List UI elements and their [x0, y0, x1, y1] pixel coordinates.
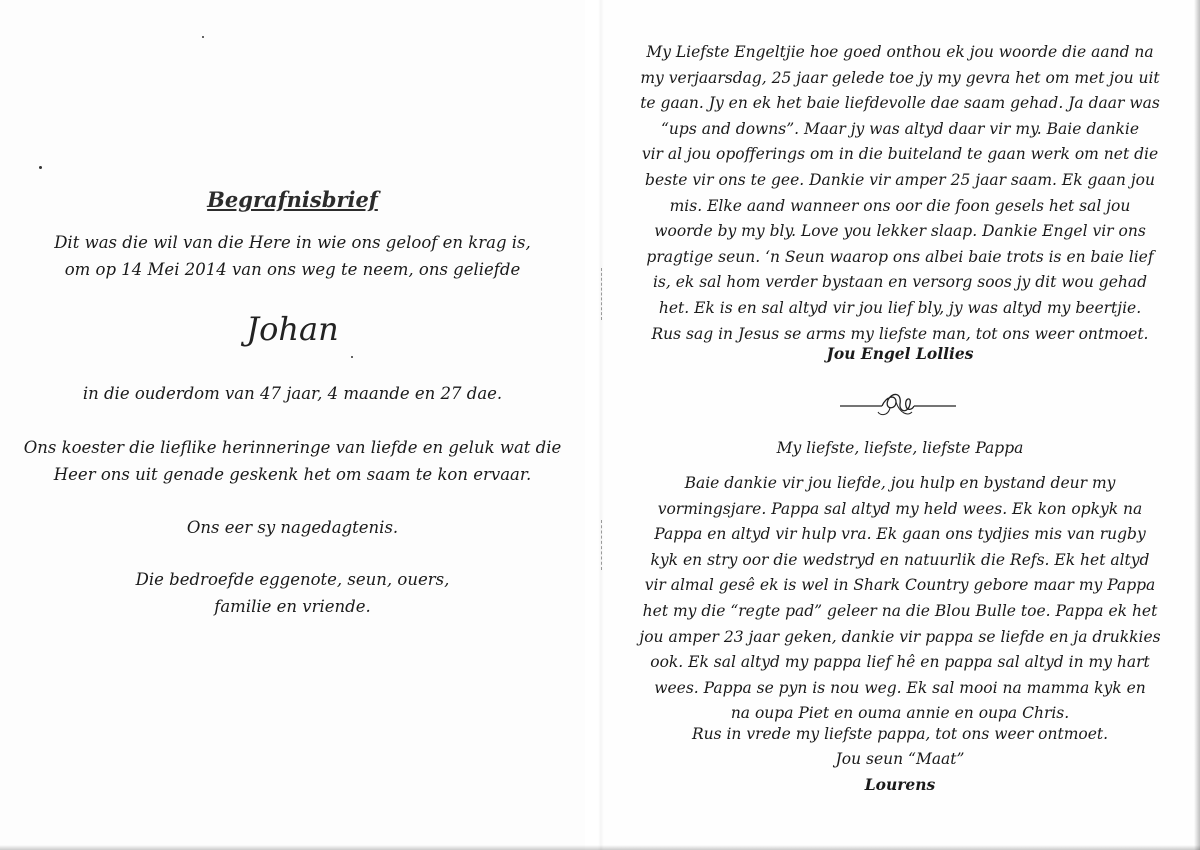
- page-edge-shadow: [1194, 0, 1200, 850]
- page-title: Begrafnisbrief: [207, 187, 378, 212]
- letter-line: Baie dankie vir jou liefde, jou hulp en bystand deur my: [684, 474, 1116, 492]
- memories-line: Ons koester die lieflike herinneringe van liefde en geluk wat die: [23, 438, 562, 457]
- fold-mark: [601, 268, 604, 320]
- letter-line: “ups and downs”. Maar jy was altyd daar vir my. Baie dankie: [660, 119, 1140, 138]
- mourners-line: familie en vriende.: [214, 597, 371, 616]
- intro-line: Dit was die wil van die Here in wie ons geloof en krag is,: [54, 233, 531, 252]
- letter-line: beste vir ons te gee. Dankie vir amper 25 jaar saam. Ek gaan jou: [645, 170, 1155, 189]
- mourners-line: Die bedroefde eggenote, seun, ouers,: [135, 570, 450, 589]
- son-signature: Lourens: [864, 775, 936, 794]
- letter-line: na oupa Piet en ouma annie en oupa Chris.: [730, 704, 1070, 723]
- wife-letter: [630, 40, 1170, 347]
- page-bottom-shadow: [0, 845, 1200, 850]
- flourish-ornament-icon: [838, 386, 958, 420]
- remembrance-line: Ons eer sy nagedagtenis.: [186, 518, 399, 537]
- letter-line: Rus sag in Jesus se arms my liefste man, tot ons weer ontmoet.: [651, 324, 1149, 343]
- letter-line: te gaan. Jy en ek het baie liefdevolle dae saam gehad. Ja daar was: [640, 94, 1160, 113]
- intro-line: om op 14 Mei 2014 van ons weg te neem, ons geliefde: [64, 260, 521, 279]
- letter-line: het my die “regte pad” geleer na die Blou Bulle toe. Pappa ek het: [642, 601, 1158, 620]
- letter-line: My Liefste Engeltjie hoe goed onthou ek jou woorde die aand na: [646, 43, 1154, 61]
- letter-line: het. Ek is en sal altyd vir jou lief bly, jy was altyd my beertjie.: [658, 298, 1142, 317]
- letter-line: woorde by my bly. Love you lekker slaap. Dankie Engel vir ons: [654, 222, 1146, 241]
- deceased-name: Johan: [246, 310, 339, 348]
- son-closing: Rus in vrede my liefste pappa, tot ons weer ontmoet.: [691, 725, 1109, 743]
- letter-line: Pappa en altyd vir hulp vra. Ek gaan ons tydjies mis van rugby: [654, 525, 1146, 544]
- letter-line: mis. Elke aand wanneer ons oor die foon gesels het sal jou: [669, 196, 1131, 215]
- son-letter-title: My liefste, liefste, liefste Pappa: [776, 439, 1024, 457]
- letter-line: vir almal gesê ek is wel in Shark Country gebore maar my Pappa: [644, 576, 1156, 595]
- letter-line: wees. Pappa se pyn is nou weg. Ek sal mooi na mamma kyk en: [654, 678, 1146, 697]
- intro-text: [0, 229, 585, 283]
- scan-speck: [39, 166, 42, 169]
- fold-mark: [601, 520, 604, 570]
- letter-line: jou amper 23 jaar geken, dankie vir pappa se liefde en ja drukkies: [639, 627, 1161, 646]
- son-letter: [630, 471, 1170, 727]
- letter-line: ook. Ek sal altyd my pappa lief hê en pappa sal altyd in my hart: [650, 653, 1150, 672]
- letter-line: pragtige seun. ‘n Seun waarop ons albei baie trots is en baie lief: [646, 247, 1154, 266]
- memories-line: Heer ons uit genade geskenk het om saam te kon ervaar.: [53, 465, 532, 484]
- memories-text: [0, 434, 585, 488]
- letter-line: kyk en stry oor die wedstryd en natuurlik die Refs. Ek het altyd: [650, 550, 1150, 569]
- scan-speck: [202, 36, 204, 38]
- letter-line: my verjaarsdag, 25 jaar gelede toe jy my gevra het om met jou uit: [640, 68, 1160, 87]
- wife-signature: Jou Engel Lollies: [826, 344, 974, 363]
- scan-speck: [351, 356, 353, 358]
- mourners-text: [0, 566, 585, 620]
- left-page: [0, 0, 585, 850]
- son-sign-off: Jou seun “Maat”: [835, 750, 965, 768]
- page-fold: [598, 0, 604, 850]
- age-line: in die ouderdom van 47 jaar, 4 maande en 27 dae.: [82, 384, 503, 403]
- letter-line: is, ek sal hom verder bystaan en versorg soos jy dit wou gehad: [652, 273, 1148, 292]
- letter-line: vormingsjare. Pappa sal altyd my held wees. Ek kon opkyk na: [657, 499, 1143, 518]
- letter-line: vir al jou opofferings om in die buiteland te gaan werk om net die: [641, 145, 1159, 164]
